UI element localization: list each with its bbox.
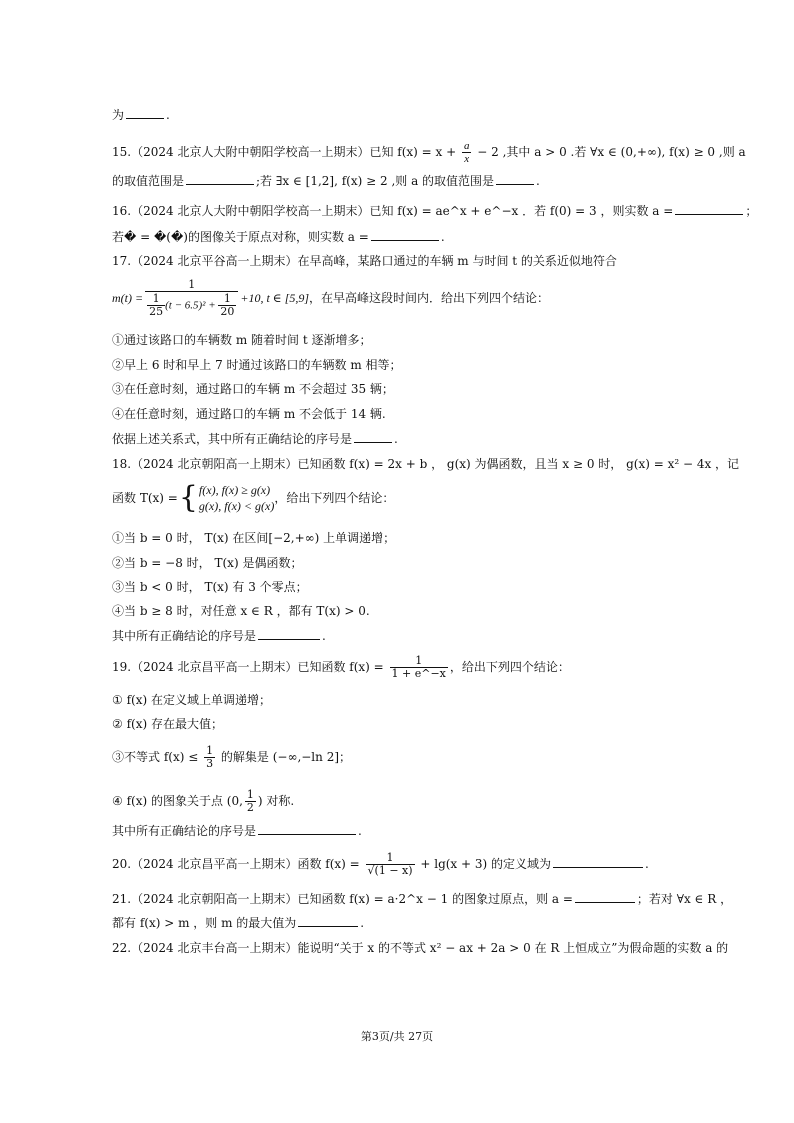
- answer-blank: [496, 172, 534, 185]
- question-19-item: ② f(x) 存在最大值；: [112, 717, 223, 731]
- question-15: 15.（2024 北京人大附中朝阳学校高一上期末）已知 f(x) = x + $\frac{a}{x}$ − 2 ,其中 a > 0 .若 ∀x ∈ (0,+∞), f(x) ≥ 0 ,则 a: [112, 140, 746, 165]
- answer-blank: [258, 822, 356, 835]
- question-19-conclusion: 其中所有正确结论的序号是 .: [112, 824, 362, 838]
- question-18-conclusion: 其中所有正确结论的序号是 .: [112, 629, 326, 643]
- question-17-formula: m(t) = 1 $\frac{1}{25}$ (t − 6.5)² + $\frac{1}{20}$ +10, t ∈ [5,9] ，在早高峰这段时间内．给出下列四个结论：: [112, 277, 550, 318]
- answer-blank: [675, 202, 743, 215]
- question-18: 18.（2024 北京朝阳高一上期末）已知函数 f(x) = 2x + b ， g(x) 为偶函数，且当 x ≥ 0 时， g(x) = x² − 4x ，记: [112, 457, 740, 471]
- question-19-item: ③不等式 f(x) ≤ $\frac{1}{3}$ 的解集是 (−∞,−ln 2]；: [112, 744, 352, 770]
- piecewise-cases: f(x), f(x) ≥ g(x) g(x), f(x) < g(x): [198, 483, 275, 513]
- question-17-item: ②早上 6 时和早上 7 时通过该路口的车辆数 m 相等；: [112, 358, 402, 372]
- fraction: $\frac{1}{√(1 - x)}$: [367, 851, 413, 877]
- question-18-item: ①当 b = 0 时， T(x) 在区间[−2,+∞) 上单调递增；: [112, 531, 396, 545]
- fraction: $\frac{1}{1 + e\^{}-x}$: [391, 654, 446, 680]
- question-21: 21.（2024 北京朝阳高一上期末）已知函数 f(x) = a·2^x − 1 的图象过原点，则 a = ；若对 ∀x ∈ R ，: [112, 892, 733, 906]
- question-17: 17.（2024 北京平谷高一上期末）在早高峰，某路口通过的车辆 m 与时间 t 的关系近似地符合: [112, 254, 617, 268]
- brace-glyph: {: [178, 480, 198, 515]
- answer-blank: [298, 914, 358, 927]
- intro-line: 为 .: [112, 108, 170, 122]
- question-22: 22.（2024 北京丰台高一上期末）能说明“关于 x 的不等式 x² − ax + 2a > 0 在 R 上恒成立”为假命题的实数 a 的: [112, 941, 729, 955]
- question-18-piecewise: 函数 T(x) = { f(x), f(x) ≥ g(x) g(x), f(x) < g(x) ，给出下列四个结论：: [112, 480, 395, 515]
- answer-blank: [575, 890, 635, 903]
- question-19: 19.（2024 北京昌平高一上期末）已知函数 f(x) = $\frac{1}{1 + e\^{}-x}$ ，给出下列四个结论：: [112, 654, 570, 680]
- question-18-item: ②当 b = −8 时， T(x) 是偶函数；: [112, 556, 303, 570]
- question-17-item: ③在任意时刻，通过路口的车辆 m 不会超过 35 辆；: [112, 382, 394, 396]
- question-17-item: ①通过该路口的车辆数 m 随着时间 t 逐渐增多；: [112, 333, 372, 347]
- answer-blank: [553, 855, 643, 868]
- question-18-item: ③当 b < 0 时， T(x) 有 3 个零点；: [112, 580, 308, 594]
- answer-blank: [371, 228, 439, 241]
- fraction: $\frac{1}{3}$: [206, 744, 214, 770]
- question-21-line2: 都有 f(x) > m ，则 m 的最大值为 .: [112, 916, 365, 930]
- question-17-item: ④在任意时刻，通过路口的车辆 m 不会低于 14 辆.: [112, 407, 386, 421]
- fraction: $\frac{1}{2}$: [246, 788, 254, 814]
- fraction: $\frac{a}{x}$: [463, 140, 470, 165]
- answer-blank: [258, 627, 320, 640]
- formula-fraction: 1 $\frac{1}{25}$ (t − 6.5)² + $\frac{1}{20}$: [145, 279, 238, 318]
- answer-blank: [126, 106, 164, 119]
- question-18-item: ④当 b ≥ 8 时，对任意 x ∈ R ，都有 T(x) > 0.: [112, 604, 370, 618]
- question-19-item: ④ f(x) 的图象关于点 (0, $\frac{1}{2}$ ) 对称.: [112, 788, 295, 814]
- answer-blank: [354, 430, 392, 443]
- question-19-item: ① f(x) 在定义域上单调递增；: [112, 693, 271, 707]
- answer-blank: [186, 172, 254, 185]
- question-16-line2: 若� = �(�)的图像关于原点对称，则实数 a = .: [112, 230, 445, 244]
- question-15-line2: 的取值范围是 ;若 ∃x ∈ [1,2], f(x) ≥ 2 ,则 a 的取值范围是 .: [112, 174, 540, 188]
- page-footer: 第3页/共 27页: [360, 1030, 434, 1043]
- question-17-conclusion: 依据上述关系式，其中所有正确结论的序号是 .: [112, 432, 398, 446]
- question-20: 20.（2024 北京昌平高一上期末）函数 f(x) = $\frac{1}{√(1 - x)}$ + lg(x + 3) 的定义域为 .: [112, 851, 649, 877]
- question-16: 16.（2024 北京人大附中朝阳学校高一上期末）已知 f(x) = ae^x + e^−x ．若 f(0) = 3 ，则实数 a = ；: [112, 204, 758, 218]
